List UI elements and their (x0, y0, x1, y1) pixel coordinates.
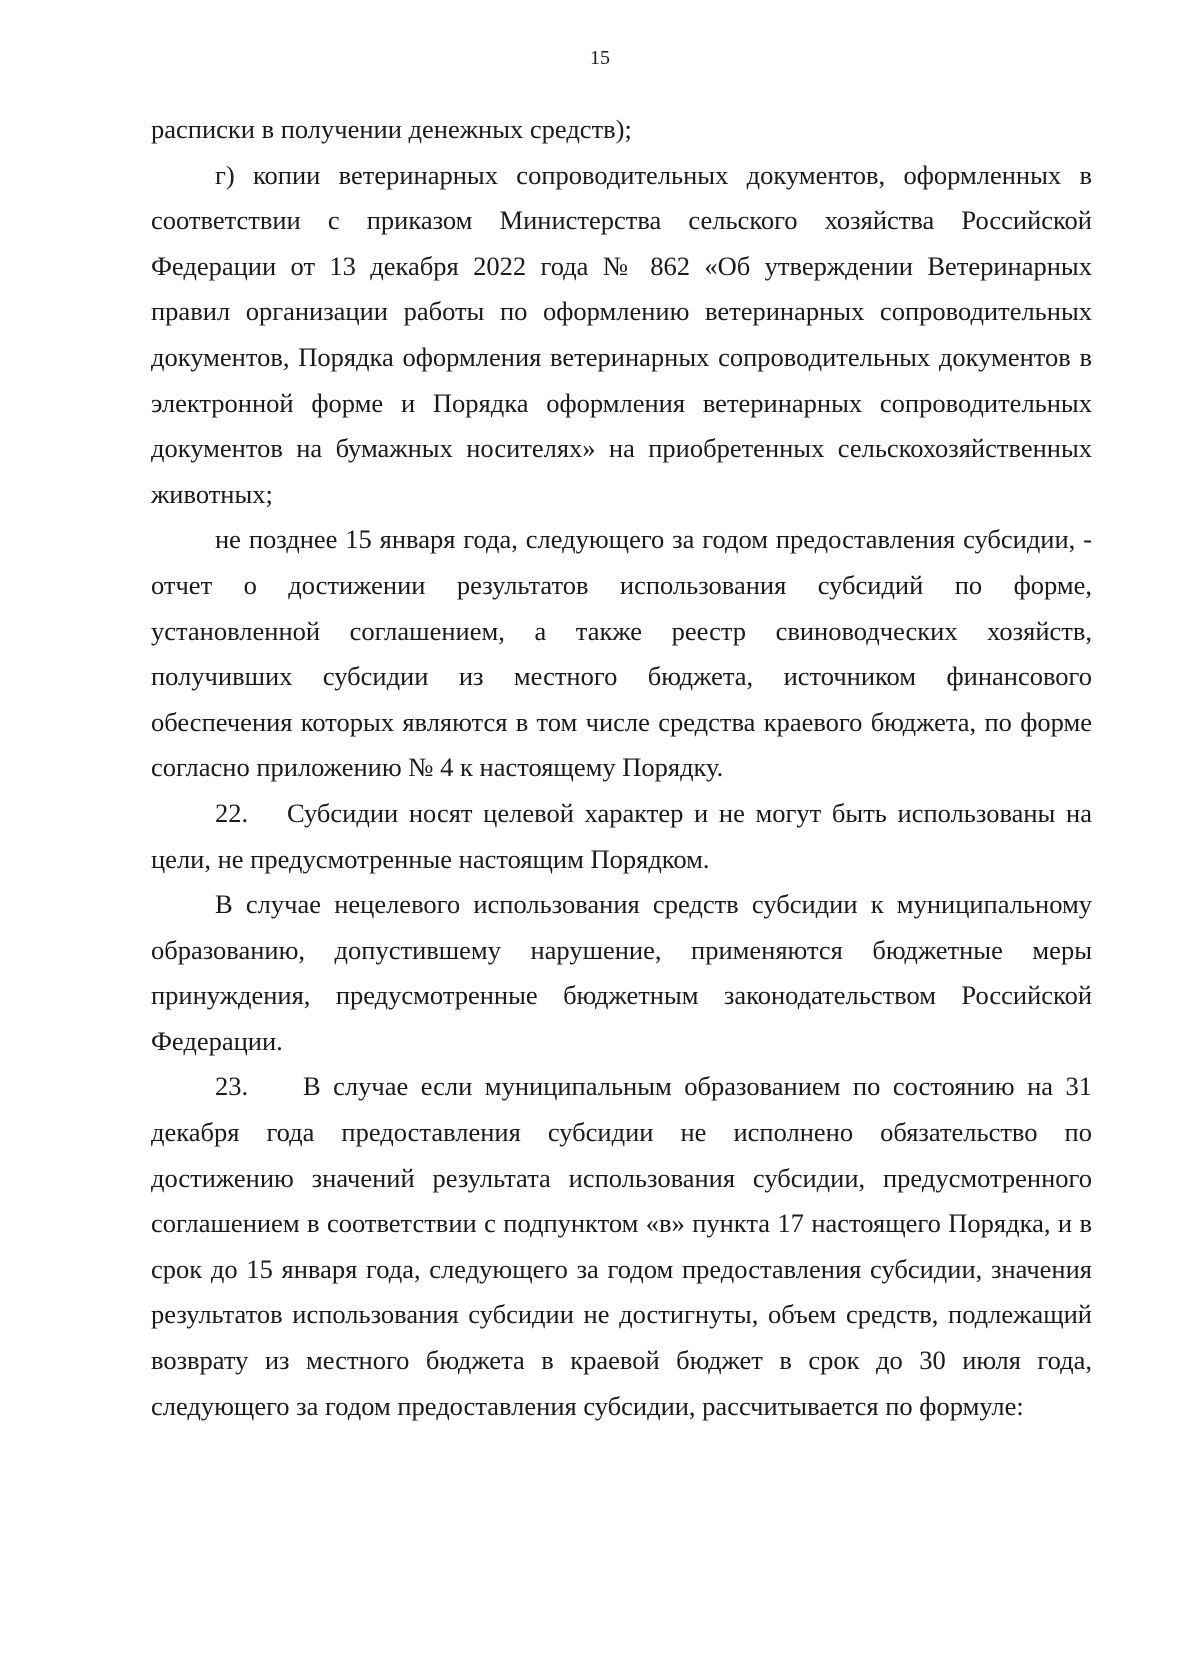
page-number: 15 (590, 47, 610, 69)
clause-number: 22. (215, 797, 249, 828)
document-body (151, 107, 1092, 1429)
clause-22 (151, 791, 1092, 882)
paragraph-report-deadline: не позднее 15 января года, следующего за годом предоставления субсидии, - отчет о достижении результатов использования субсидий по форме, установленной соглашением, а также реестр свиноводческих хозяйств, получивших субсидии из местного бюджета, источником финансового обеспечения которых являются в том числе средства краевого бюджета, по форме согласно приложению № 4 к настоящему Порядку. (151, 524, 1092, 783)
paragraph-item-g: г) копии ветеринарных сопроводительных документов, оформленных в соответствии с приказом Министерства сельского хозяйства Российской Федерации от 13 декабря 2022 года № 862 «Об утверждении Ветеринарных правил организации работы по оформлению ветеринарных сопроводительных документов, Порядка оформления ветеринарных сопроводительных документов в электронной форме и Порядка оформления ветеринарных сопроводительных документов на бумажных носителях» на приобретенных сельскохозяйственных животных; (151, 159, 1092, 509)
clause-text: Субсидии носят целевой характер и не могут быть использованы на цели, не предусмотренные настоящим Порядком. (151, 797, 1092, 874)
clause-text: В случае если муниципальным образованием по состоянию на 31 декабря года предоставления субсидии не исполнено обязательство по достижению значений результата использования субсидии, предусмотренного соглашением в соответствии с подпунктом «в» пункта 17 настоящего Порядка, и в срок до 15 января года, следующего за годом предоставления субсидии, значения результатов использования субсидии не достигнуты, объем средств, подлежащий возврату из местного бюджета в краевой бюджет в срок до 30 июля года, следующего за годом предоставления субсидии, рассчитывается по формуле: (151, 1071, 1092, 1421)
paragraph-misuse: В случае нецелевого использования средств субсидии к муниципальному образованию, допустившему нарушение, применяются бюджетные меры принуждения, предусмотренные бюджетным законодательством Российской Федерации. (151, 889, 1092, 1056)
clause-number: 23. (215, 1071, 249, 1102)
clause-23 (151, 1064, 1092, 1429)
paragraph-continuation: расписки в получении денежных средств); (151, 114, 632, 144)
